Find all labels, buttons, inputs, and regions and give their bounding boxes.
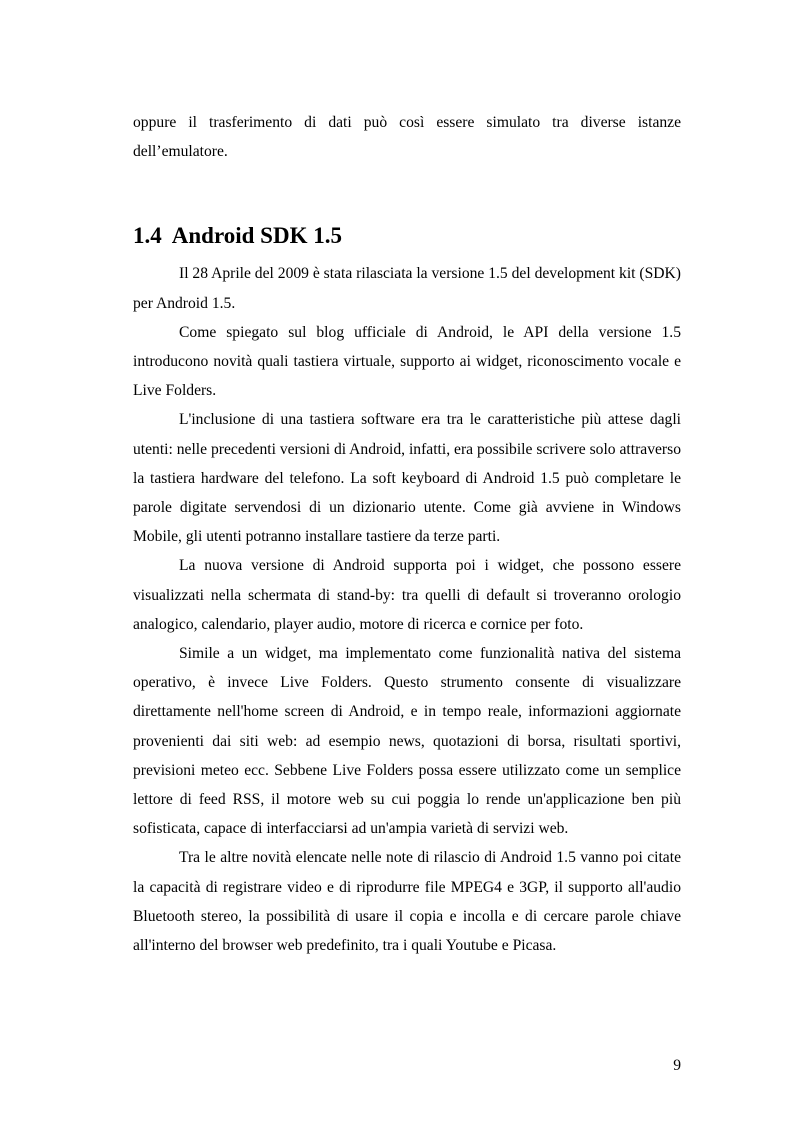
section-title: Android SDK 1.5 (171, 223, 342, 249)
page-number: 9 (673, 1057, 681, 1074)
paragraph-soft-keyboard: L'inclusione di una tastiera software era tra le caratteristiche più attese dagli utenti: nelle precedenti versioni di Android, infatti, era possibile scrivere solo attraverso la tastiera hardware del telefono. La soft keyboard di Android 1.5 può completare le parole digitate servendosi di un dizionario utente. Come già avviene in Windows Mobile, gli utenti potranno installare tastiere da terze parti. (133, 411, 681, 546)
section-number: 1.4 (133, 223, 162, 249)
page-body (133, 108, 681, 960)
paragraph-other-features: Tra le altre novità elencate nelle note di rilascio di Android 1.5 vanno poi citate la capacità di registrare video e di riprodurre file MPEG4 e 3GP, il supporto all'audio Bluetooth stereo, la possibilità di usare il copia e incolla e di cercare parole chiave all'interno del browser web predefinito, tra i quali Youtube e Picasa. (133, 849, 681, 955)
paragraph-release: Il 28 Aprile del 2009 è stata rilasciata la versione 1.5 del development kit (SDK) per Android 1.5. (133, 265, 681, 312)
paragraph-live-folders: Simile a un widget, ma implementato come funzionalità nativa del sistema operativo, è invece Live Folders. Questo strumento consente di visualizzare direttamente nell'home screen di Android, e in tempo reale, informazioni aggiornate provenienti dai siti web: ad esempio news, quotazioni di borsa, risultati sportivi, previsioni meteo ecc. Sebbene Live Folders possa essere utilizzato come un semplice lettore di feed RSS, il motore web su cui poggia lo rende un'applicazione ben più sofisticata, capace di interfacciarsi ad un'ampia varietà di servizi web. (133, 645, 681, 838)
section-heading (133, 221, 681, 251)
paragraph-widgets: La nuova versione di Android supporta poi i widget, che possono essere visualizzati nella schermata di stand-by: tra quelli di default si troveranno orologio analogico, calendario, player audio, motore di ricerca e cornice per foto. (133, 557, 681, 633)
intro-paragraph: oppure il trasferimento di dati può così essere simulato tra diverse istanze dell’emulatore. (133, 114, 681, 161)
paragraph-api-features: Come spiegato sul blog ufficiale di Android, le API della versione 1.5 introducono novità quali tastiera virtuale, supporto ai widget, riconoscimento vocale e Live Folders. (133, 323, 681, 400)
